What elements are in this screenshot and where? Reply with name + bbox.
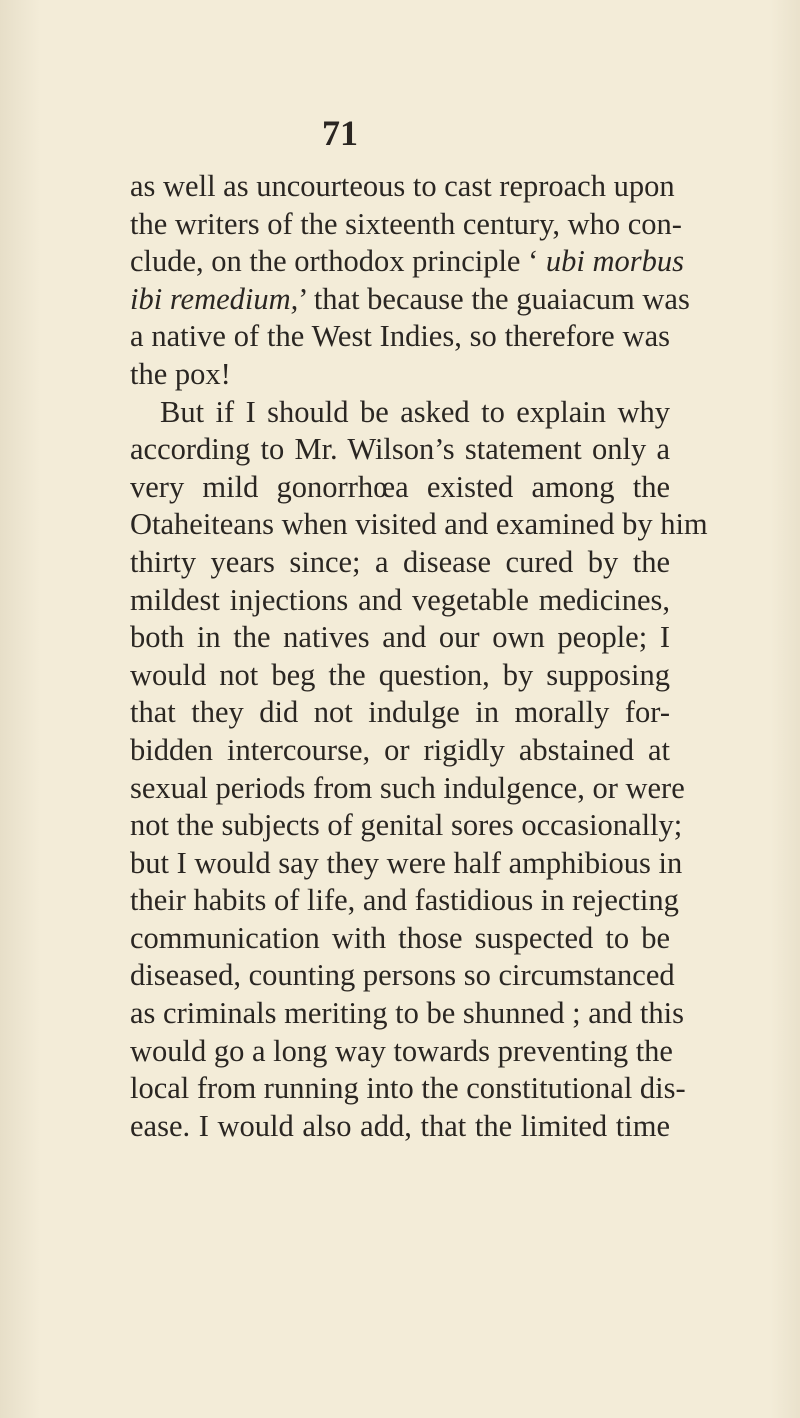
text-line: both in the natives and our own people; I xyxy=(130,620,670,655)
text-line: as well as uncourteous to cast reproach upon xyxy=(130,169,675,203)
italic-phrase: ubi morbus xyxy=(545,244,685,279)
text-line xyxy=(130,281,690,319)
text-line: bidden intercourse, or rigidly abstained at xyxy=(130,732,670,767)
text-line: ease. I would also add, that the limited time xyxy=(130,1108,670,1143)
text-line: as criminals meriting to be shunned ; and this xyxy=(130,996,684,1031)
text-line: communication with those suspected to be xyxy=(130,920,670,955)
text-run: ’ that because the guaiacum was xyxy=(298,281,690,316)
text-line: thirty years since; a disease cured by the xyxy=(130,544,670,579)
body-text xyxy=(130,168,708,1145)
text-line: sexual periods from such indulgence, or were xyxy=(130,770,685,805)
page-number: 71 xyxy=(322,113,358,153)
text-line: according to Mr. Wilson’s statement only a xyxy=(130,432,670,467)
text-line: would not beg the question, by supposing xyxy=(130,657,670,692)
text-line: a native of the West Indies, so therefore was xyxy=(130,319,670,354)
text-line: diseased, counting persons so circumstanced xyxy=(130,958,675,993)
paragraph-start-line: But if I should be asked to explain why xyxy=(160,394,670,429)
text-line: local from running into the constitutional dis- xyxy=(130,1071,686,1106)
text-line: not the subjects of genital sores occasionally; xyxy=(130,808,683,843)
text-line: that they did not indulge in morally for- xyxy=(130,695,670,730)
text-line: the writers of the sixteenth century, who con- xyxy=(130,206,682,241)
text-line: but I would say they were half amphibious in xyxy=(130,845,683,880)
text-line: their habits of life, and fastidious in rejecting xyxy=(130,883,679,918)
italic-phrase: ibi remedium, xyxy=(130,281,299,316)
text-line xyxy=(130,243,685,281)
text-line: mildest injections and vegetable medicines, xyxy=(130,582,670,617)
text-run: clude, on the orthodox principle ‘ xyxy=(130,244,546,279)
text-line: very mild gonorrhœa existed among the xyxy=(130,469,670,504)
paragraph-end-line: the pox! xyxy=(130,356,231,391)
text-line: Otaheiteans when visited and examined by him xyxy=(130,507,708,542)
text-line: would go a long way towards preventing the xyxy=(130,1033,673,1068)
